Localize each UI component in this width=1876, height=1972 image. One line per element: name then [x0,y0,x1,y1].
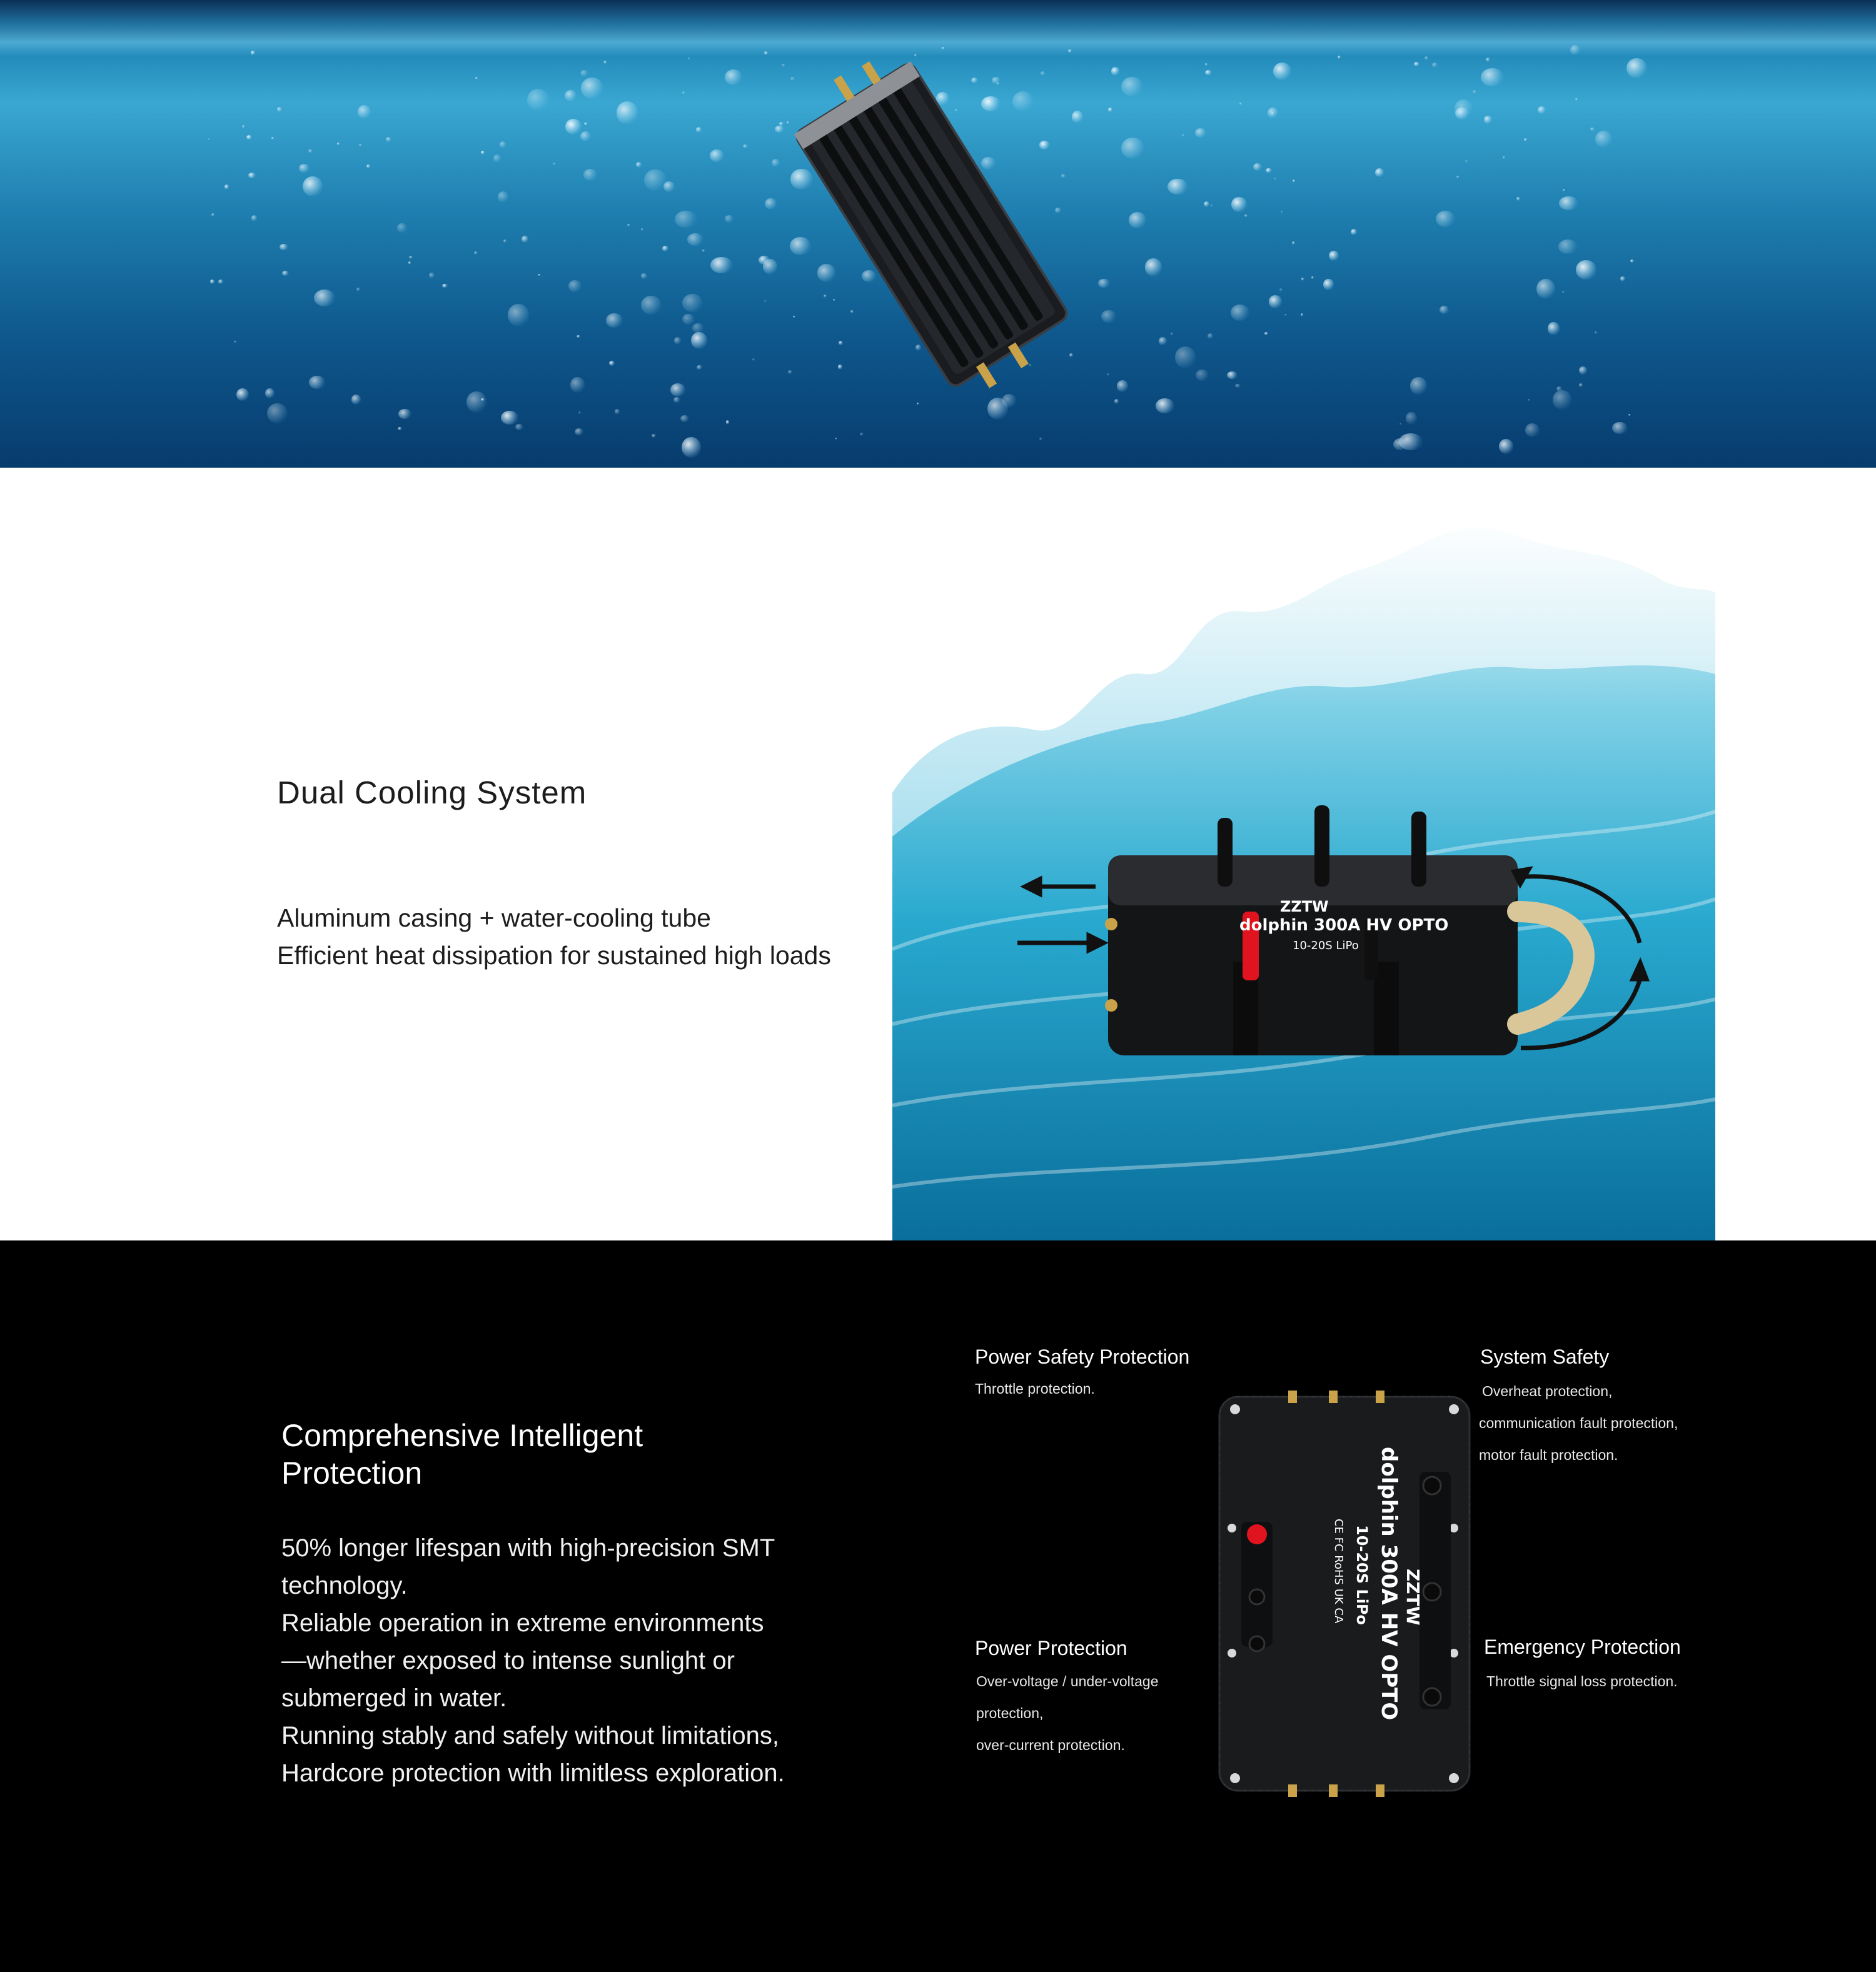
bubble [1039,438,1042,440]
bubble [398,427,401,431]
bubble [1273,63,1292,80]
bubble [1516,197,1521,201]
feature-line: protection, [976,1705,1044,1721]
esc-top-brand-label: ZZTW [1403,1569,1423,1626]
bubble [1323,279,1334,289]
esc-spec-label: 10-20S LiPo [1293,939,1359,952]
bubble [1579,383,1583,387]
bubble [1456,176,1460,179]
bubble [1595,131,1612,148]
bubble [210,279,214,284]
bubble [682,91,685,94]
bubble [1579,366,1587,375]
bubble [1612,422,1627,434]
feature-line: motor fault protection. [1479,1447,1618,1463]
bubble [565,119,582,135]
bubble [1145,258,1162,276]
bubble [1410,377,1427,395]
bubble [1107,373,1110,376]
bubble [1208,333,1213,339]
feature-power-safety-text [975,1373,1095,1405]
bubble [356,288,360,291]
bubble [522,236,528,243]
esc-top-spec-label: 10-20S LiPo [1353,1525,1371,1625]
bubble [282,271,289,276]
bubble [1425,56,1428,61]
bubble [1562,291,1565,293]
bubble [1196,370,1209,381]
bubble [211,213,214,216]
bubble [218,279,223,284]
bubble [1301,278,1304,280]
bubble [942,47,944,49]
bubble [581,78,604,99]
bubble [303,176,323,196]
bubble [1205,70,1212,75]
bubble [1559,196,1578,210]
bubble [1338,56,1341,59]
bubble [702,249,705,252]
bubble [1266,168,1271,173]
bubble [652,434,656,438]
bubble [674,337,681,345]
bubble [1269,295,1283,308]
bubble [309,376,326,389]
bubble [208,138,210,141]
esc-top-cert-label: CE FC RoHS UK CA [1332,1519,1345,1624]
bubble [673,397,680,403]
bubble [670,383,685,396]
bubble [663,181,675,193]
bubble [366,164,370,168]
bubble [580,131,591,142]
bubble [1231,197,1247,212]
bubble [267,403,288,424]
bubble [246,135,252,139]
bubble [1182,134,1184,137]
bubble [1293,179,1295,182]
bubble [224,184,229,189]
bubble [251,215,258,221]
bubble [603,61,607,64]
bubble [1279,288,1283,291]
bubble [351,395,361,405]
bubble [697,365,702,370]
feature-line: Throttle signal loss protection. [1486,1673,1678,1689]
bubble [1292,241,1295,244]
bubble [1486,58,1491,61]
bubble [1253,163,1262,171]
bubble [710,257,733,273]
bubble [641,228,643,230]
bubble [409,256,413,259]
bubble [248,173,256,178]
esc-brand-label: ZZTW [1280,898,1329,915]
bubble [337,143,340,145]
bubble [501,411,518,425]
bubble [1538,106,1546,114]
bubble [578,411,581,414]
bubble [527,89,550,111]
bubble [696,127,701,133]
bubble [1101,310,1116,323]
bubble [271,137,274,139]
esc-model-label: dolphin 300A HV OPTO [1239,916,1449,935]
bubble [1548,322,1560,335]
bubble [1484,116,1493,123]
bubble [515,424,523,430]
bubble [710,149,724,161]
bubble [314,289,335,306]
bubble [277,107,282,112]
bubble [1284,314,1287,316]
bubble [242,125,246,128]
bubble [1244,214,1248,217]
sinking-esc-image [769,50,1094,400]
bubble [1129,212,1146,228]
bubble [508,304,529,326]
bubble [386,137,391,142]
bubble [1570,45,1580,56]
bubble [503,239,507,243]
bubble [1121,138,1144,159]
bubble [641,296,662,314]
bubble [359,144,361,146]
bubble [1117,380,1128,391]
bubble [1205,63,1208,66]
hero-underwater-banner [0,0,1876,468]
esc-top-model-label: dolphin 300A HV OPTO [1376,1447,1401,1721]
bubble [1264,332,1268,335]
bubble [1108,108,1113,112]
bubble [398,409,411,419]
bubble [1114,399,1119,404]
bubble [764,300,767,302]
bubble [442,284,448,288]
bubble [662,246,669,251]
bubble [1536,279,1555,299]
bubble [580,70,588,76]
bubble [1227,371,1238,379]
bubble [752,358,755,360]
bubble [1524,138,1528,141]
bubble [1620,276,1625,281]
bubble [691,332,707,349]
bubble [1204,201,1209,207]
feature-line: communication fault protection, [1479,1415,1678,1431]
bubble [687,233,704,245]
bubble [577,335,580,338]
bubble [493,154,501,162]
bubble [1525,423,1540,437]
bubble [1528,399,1530,401]
bubble [308,149,312,153]
bubble [1271,112,1274,114]
cooling-line: Aluminum casing + water-cooling tube [277,903,711,932]
protection-line: —whether exposed to intense sunlight or submerged in water. [281,1647,735,1712]
bubble [1575,98,1578,101]
bubble [397,223,406,233]
feature-line: over-current protection. [976,1737,1125,1753]
bubble [764,51,768,55]
bubble [429,273,435,278]
cooling-description [277,899,831,974]
feature-power-safety-title: Power Safety Protection [975,1346,1190,1368]
wave-cooling-image [892,511,1715,1240]
bubble [1503,156,1506,159]
feature-power-protection-text [976,1666,1159,1761]
bubble [498,191,508,203]
cooling-line: Efficient heat dissipation for sustained high loads [277,941,831,970]
dual-cooling-section [0,468,1876,1240]
bubble [538,274,541,276]
bubble [1481,68,1503,86]
bubble [688,58,690,59]
bubble [500,141,506,148]
bubble [481,151,485,154]
bubble [1156,398,1174,413]
bubble [636,162,642,168]
bubble [474,251,478,255]
bubble [1630,259,1635,263]
bubble [1595,331,1597,334]
bubble [265,388,275,398]
bubble [553,163,556,165]
feature-emergency-protection-title: Emergency Protection [1484,1636,1681,1658]
protection-description [281,1529,794,1792]
bubble [1211,204,1213,206]
bubble [692,323,704,333]
feature-line: Throttle protection. [975,1381,1095,1397]
bubble [1563,189,1566,191]
bubble [743,144,747,148]
protection-line: Running stably and safely without limitations, [281,1722,779,1749]
bubble [1499,439,1513,455]
bubble [1231,304,1249,321]
bubble [1553,390,1572,410]
bubble [1455,99,1473,118]
bubble [1440,306,1448,314]
bubble [1239,103,1242,105]
bubble [1235,384,1241,388]
bubble [1465,160,1468,163]
bubble [1171,333,1174,336]
bubble [1628,414,1631,416]
bubble [1576,260,1596,279]
cooling-title: Dual Cooling System [277,775,587,810]
bubble [675,211,697,228]
bubble [725,215,734,223]
bubble [1195,128,1207,138]
feature-line: Overheat protection, [1482,1383,1613,1399]
bubble [234,341,237,343]
protection-line: 50% longer lifespan with high-precision SMT technology. [281,1534,775,1599]
bubble [1558,239,1578,253]
bubble [917,403,919,405]
bubble [682,314,695,324]
bubble [565,90,577,101]
feature-emergency-protection-text [1486,1666,1678,1698]
bubble [1432,63,1438,68]
bubble [759,256,770,264]
bubble [1590,128,1595,131]
bubble [251,51,256,55]
bubble [236,388,249,401]
bubble [475,77,478,79]
bubble [1167,179,1188,194]
bubble [615,409,620,414]
bubble [1274,178,1276,179]
bubble [570,377,585,393]
esc-device-top [1213,1391,1476,1797]
protection-title: Comprehensive Intelligent Protection [281,1418,643,1491]
bubble [860,433,864,436]
bubble [726,420,730,424]
bubble [1311,276,1314,279]
bubble [609,361,615,366]
bubble [617,101,638,124]
bubble [1414,62,1420,66]
protection-line: Hardcore protection with limitless exploration. [281,1759,785,1787]
feature-line: Over-voltage / under-voltage [976,1673,1159,1689]
bubble [606,313,622,327]
bubble [641,273,647,278]
bubble [1159,337,1167,345]
bubble [682,437,701,458]
bubble [1406,412,1418,425]
bubble [1399,433,1422,450]
bubble [1175,346,1196,368]
bubble [466,391,487,413]
protection-section [0,1240,1876,1972]
bubble [1301,313,1304,316]
bubble [1111,67,1119,76]
bubble [1121,77,1143,96]
bubble [1436,211,1456,228]
bubble [1399,423,1402,425]
bubble [584,123,588,125]
bubble [1626,58,1647,78]
bubble [1329,251,1339,261]
bubble [481,398,485,401]
feature-power-protection-title: Power Protection [975,1637,1127,1659]
bubble [1473,90,1476,93]
bubble [568,280,582,292]
bubble [680,415,689,422]
bubble [1098,279,1110,288]
bubble [1281,211,1283,213]
bubble [835,438,837,440]
bubble [408,261,411,264]
bubble [299,164,310,172]
bubble [725,69,742,85]
bubble [583,169,597,181]
bubble [358,105,371,119]
bubble [1375,168,1384,177]
bubble [1351,229,1357,235]
feature-system-safety-text [1479,1376,1678,1471]
bubble [280,244,288,250]
feature-system-safety-title: System Safety [1480,1346,1610,1368]
bubble [627,224,630,226]
bubble [575,428,583,435]
bubble [682,294,703,312]
protection-line: Reliable operation in extreme environments [281,1609,764,1637]
